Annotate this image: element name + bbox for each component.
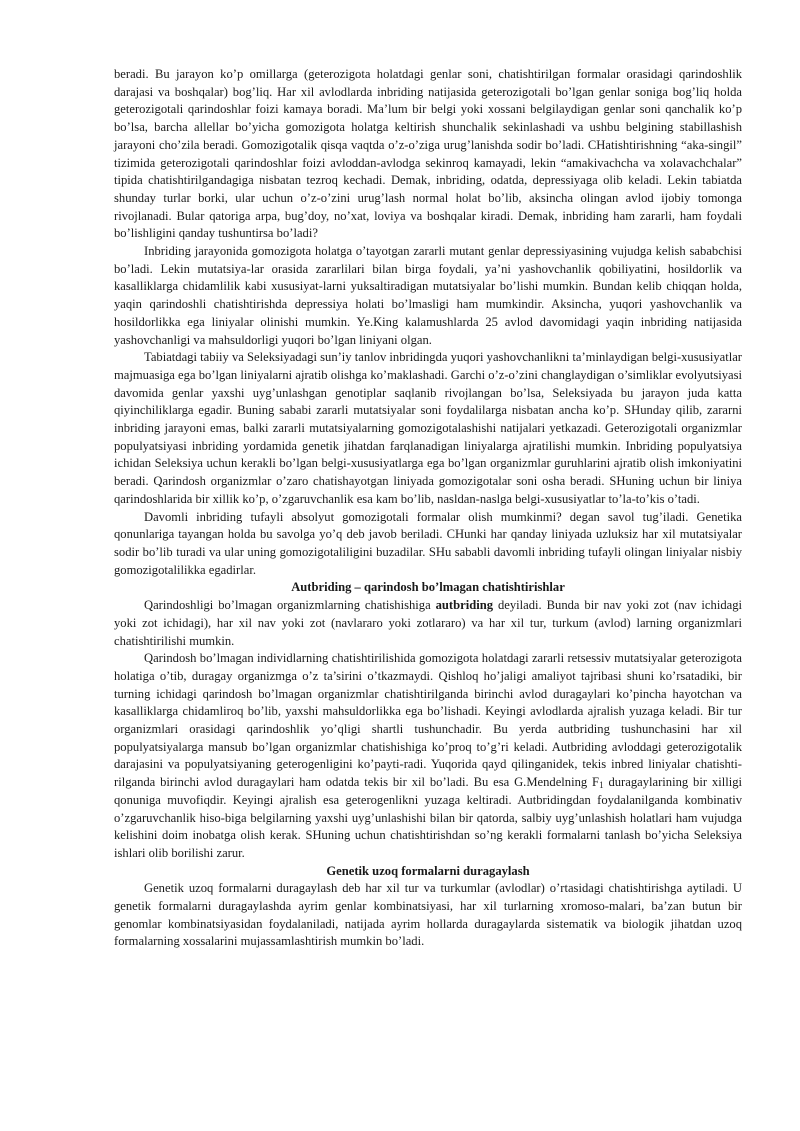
paragraph-text: duragaylarining bir xilligi qonuniga muvofiqdir. Keyingi ajralish esa geterogenlikni yuzaga keltiradi. Autbridingdan foydalanilganda kombinativ o’zgaruvchanlik hiso-biga belgilarning yaxshi uyg’unlashishi bilan bir qatorda, salbiy uyg’unlashish holatlari ham vujudga kelishini doim inobatga olish kerak. SHuning uchun chatishtirishdan so’ng kerakli formalarni tanlash bo’yicha Seleksiya ishlari olib borilishi zarur. — [114, 775, 742, 860]
paragraph-text: Qarindoshligi bo’lmagan organizmlarning chatishishiga — [144, 598, 436, 613]
paragraph-outbreeding-definition — [114, 597, 742, 650]
paragraph-homozygosity-question: Davomli inbriding tufayli absolyut gomozigotali formalar olish mumkinmi? degan savol tug’iladi. Genetika qonunlariga tayangan holda bu savolga yo’q deb javob beriladi. CHunki har qanday liniyada uzluksiz har xil mutatsiyalar sodir bo’lib turadi va ular uning gomozigotaliligini buzadilar. SHu sababli davomli inbriding tufayli olingan liniyalar nisbiy gomozigotalilikka egadirlar. — [114, 509, 742, 577]
paragraph-inbreeding-intro: beradi. Bu jarayon ko’p omillarga (geterozigota holatdagi genlar soni, chatishtirilgan formalar orasidagi qarindoshlik darajasi va boshqalar) bog’liq. Har xil avlodlarda inbriding natijasida geterozigotali bo’lgan genlar soniga bog’liq holda geterozigotali qarindoshlar foizi kamaya boradi. Ma’lum bir belgi yoki xossani belgilaydigan genlar soni qanchalik ko’p bo’lsa, barcha allellar bo’yicha gomozigota holatga keltirish shunchalik sekinlashadi va ushbu belgining stabillashish jarayoni cho’zila beradi. Gomozigotalik qisqa vaqtda o’z-o’ziga urug’lanishda sodir bo’ladi. CHatishtirishning “aka-singil” tizimida geterozigotali qarindoshlar foizi avloddan-avlodga sekinroq kamayadi, lekin “amakivachcha va xolavachchalar” tipida chatishtirilgandagiga nisbatan tezroq kechadi. Demak, inbriding, odatda, depressiyaga olib keladi. Lekin tabiatda shunday turlar borki, ular uchun o’z-o’zini urug’lash normal holat bo’lib, aksincha olingan avlod ijobiy tomonga rivojlanadi. Bular qatoriga arpa, bug’doy, no’xat, loviya va boshqalar kiradi. Demak, inbriding ham zararli, ham foydali bo’lishligini qanday tushuntirsa bo’ladi? — [114, 67, 742, 241]
subscript-generation: 1 — [599, 780, 604, 791]
paragraph-text: Qarindosh bo’lmagan individlarning chatishtirilishida gomozigota holatdagi zararli retsessiv mutatsiyalar geterozigota holatiga o’tib, duragay organizmga o’z ta’sirini o’tkazmaydi. Qishloq ho’jaligi amaliyot tajribasi shuni ko’rsatadiki, bir turning ichidagi qarindosh bo’lmagan organizmlar chatishtirilganda birinchi avlod duragaylari ko’pincha hayotchan va kasalliklarga chidamliroq bo’lib, yaxshi mahsuldorlikka ega bo’lishadi. Keyingi avlodlarda ajralish yuzaga keladi. Bir tur organizmlari orasidagi qarindoshlik yo’qligi shartli tushunchadir. Bu yerda autbriding tushunchasini har xil populyatsiyalarga mansub bo’lgan organizmlar chatishishiga ko’proq to’g’ri keladi. Autbriding avloddagi geterozigotalik darajasini va populyatsiyaning geterogenligini ko’payti-radi. Yuqorida qayd qilinganidek, tekis inbred liniyalar chatishti-rilganda birinchi avlod duragaylari ham odatda tekis bir xil bo’ladi. Bu esa G.Mendelning F — [114, 651, 742, 790]
paragraph-inbreeding-depression: Inbriding jarayonida gomozigota holatga o’tayotgan zararli mutant genlar depressiyasining vujudga kelish sababchisi bo’ladi. Lekin mutatsiya-lar orasida zararlilari bilan birga foydali, ya’ni yashovchanlik qobiliyatini, hosildorlik va kasalliklarga chidamlilik kabi xususiyat-larni yuksaltiradigan mutatsiyalar bo’lishi mumkin. Bundan kelib chiqqan holda, yaqin qarindoshli chatishtirishda depressiya holati bo’lmasligi ham mumkindir. Aksincha, yuqori yashovchanlik va hosildorlikka ega liniyalar olinishi mumkin. Ye.King kalamushlarda 25 avlod davomidagi yaqin inbriding natijasida yashovchanligi va mahsuldorligi yuqori bo’lgan liniyani olgan. — [114, 244, 742, 347]
paragraph-selection: Tabiatdagi tabiiy va Seleksiyadagi sun’iy tanlov inbridingda yuqori yashovchanlikni ta’minlaydigan belgi-xususiyatlar majmuasiga ega bo’lgan liniyalarni ajratib olishga ko’maklashadi. Garchi o’z-o’zini changlaydigan o’simliklar evolyutsiyasi davomida genlar yaxshi uyg’unlashgan genotiplar saqlanib rivojlangan bo’lsa, Seleksiyada bu jarayon juda katta qiyinchiliklarga egadir. Buning sababi zararli mutatsiyalar soni foydalilarga nisbatan ancha ko’p. SHunday qilib, zararni inbriding jarayoni emas, balki zararli mutatsiyalarning gomozigotalashishi natijalari yetkazadi. Geterozigotali organizmlar populyatsiyasi inbriding yordamida genetik jihatdan farqlanadigan liniyalarga ajratilishi mumkin. Inbriding populyatsiya ichidan Seleksiya uchun kerakli bo’lgan belgi-xususiyatlarga ega bo’lgan organizmlar guruhlarini ajratib olish imkoniyatini beradi. Qarindosh organizmlar o’zaro chatishayotgan liniyada gomozigotalar soni osha beradi. SHuning uchun bir liniya qarindoshlarida bir xillik ko’p, o’zgaruvchanlik esa kam bo’lib, nasldan-naslga belgi-xususiyatlar to’la-to’kis o’tadi. — [114, 350, 742, 506]
paragraph-outbreeding-effects — [114, 650, 742, 862]
section-heading-outbreeding: Autbriding – qarindosh bo’lmagan chatishtirishlar — [291, 580, 565, 595]
paragraph-distant-hybridization: Genetik uzoq formalarni duragaylash deb har xil tur va turkumlar (avlodlar) o’rtasidagi chatishtirishga aytiladi. U genetik formalarni duragaylashda ayrim genlar kombinatsiyasi, har xil turlarning xromoso-malari, ba’zan butun bir genomlar kombinatsiyasidan foydalaniladi, natijada ayrim hollarda duragaylarda sistematik va biologik jihatdan uzoq formalarning xossalarini mujassamlashtirish mumkin bo’ladi. — [114, 881, 742, 949]
section-heading-distant-hybridization: Genetik uzoq formalarni duragaylash — [326, 863, 530, 878]
term-autbriding: autbriding — [435, 598, 494, 613]
document-page — [114, 66, 742, 951]
paragraph-text: deyiladi. Bunda bir nav yoki zot (nav ichidagi yoki zot ichidagi), har xil nav yoki zot (navlararo yoki zotlararo) va har xil tur, turkum (avlod) larning organizmlari chatishtirilishi mumkin. — [114, 598, 742, 648]
